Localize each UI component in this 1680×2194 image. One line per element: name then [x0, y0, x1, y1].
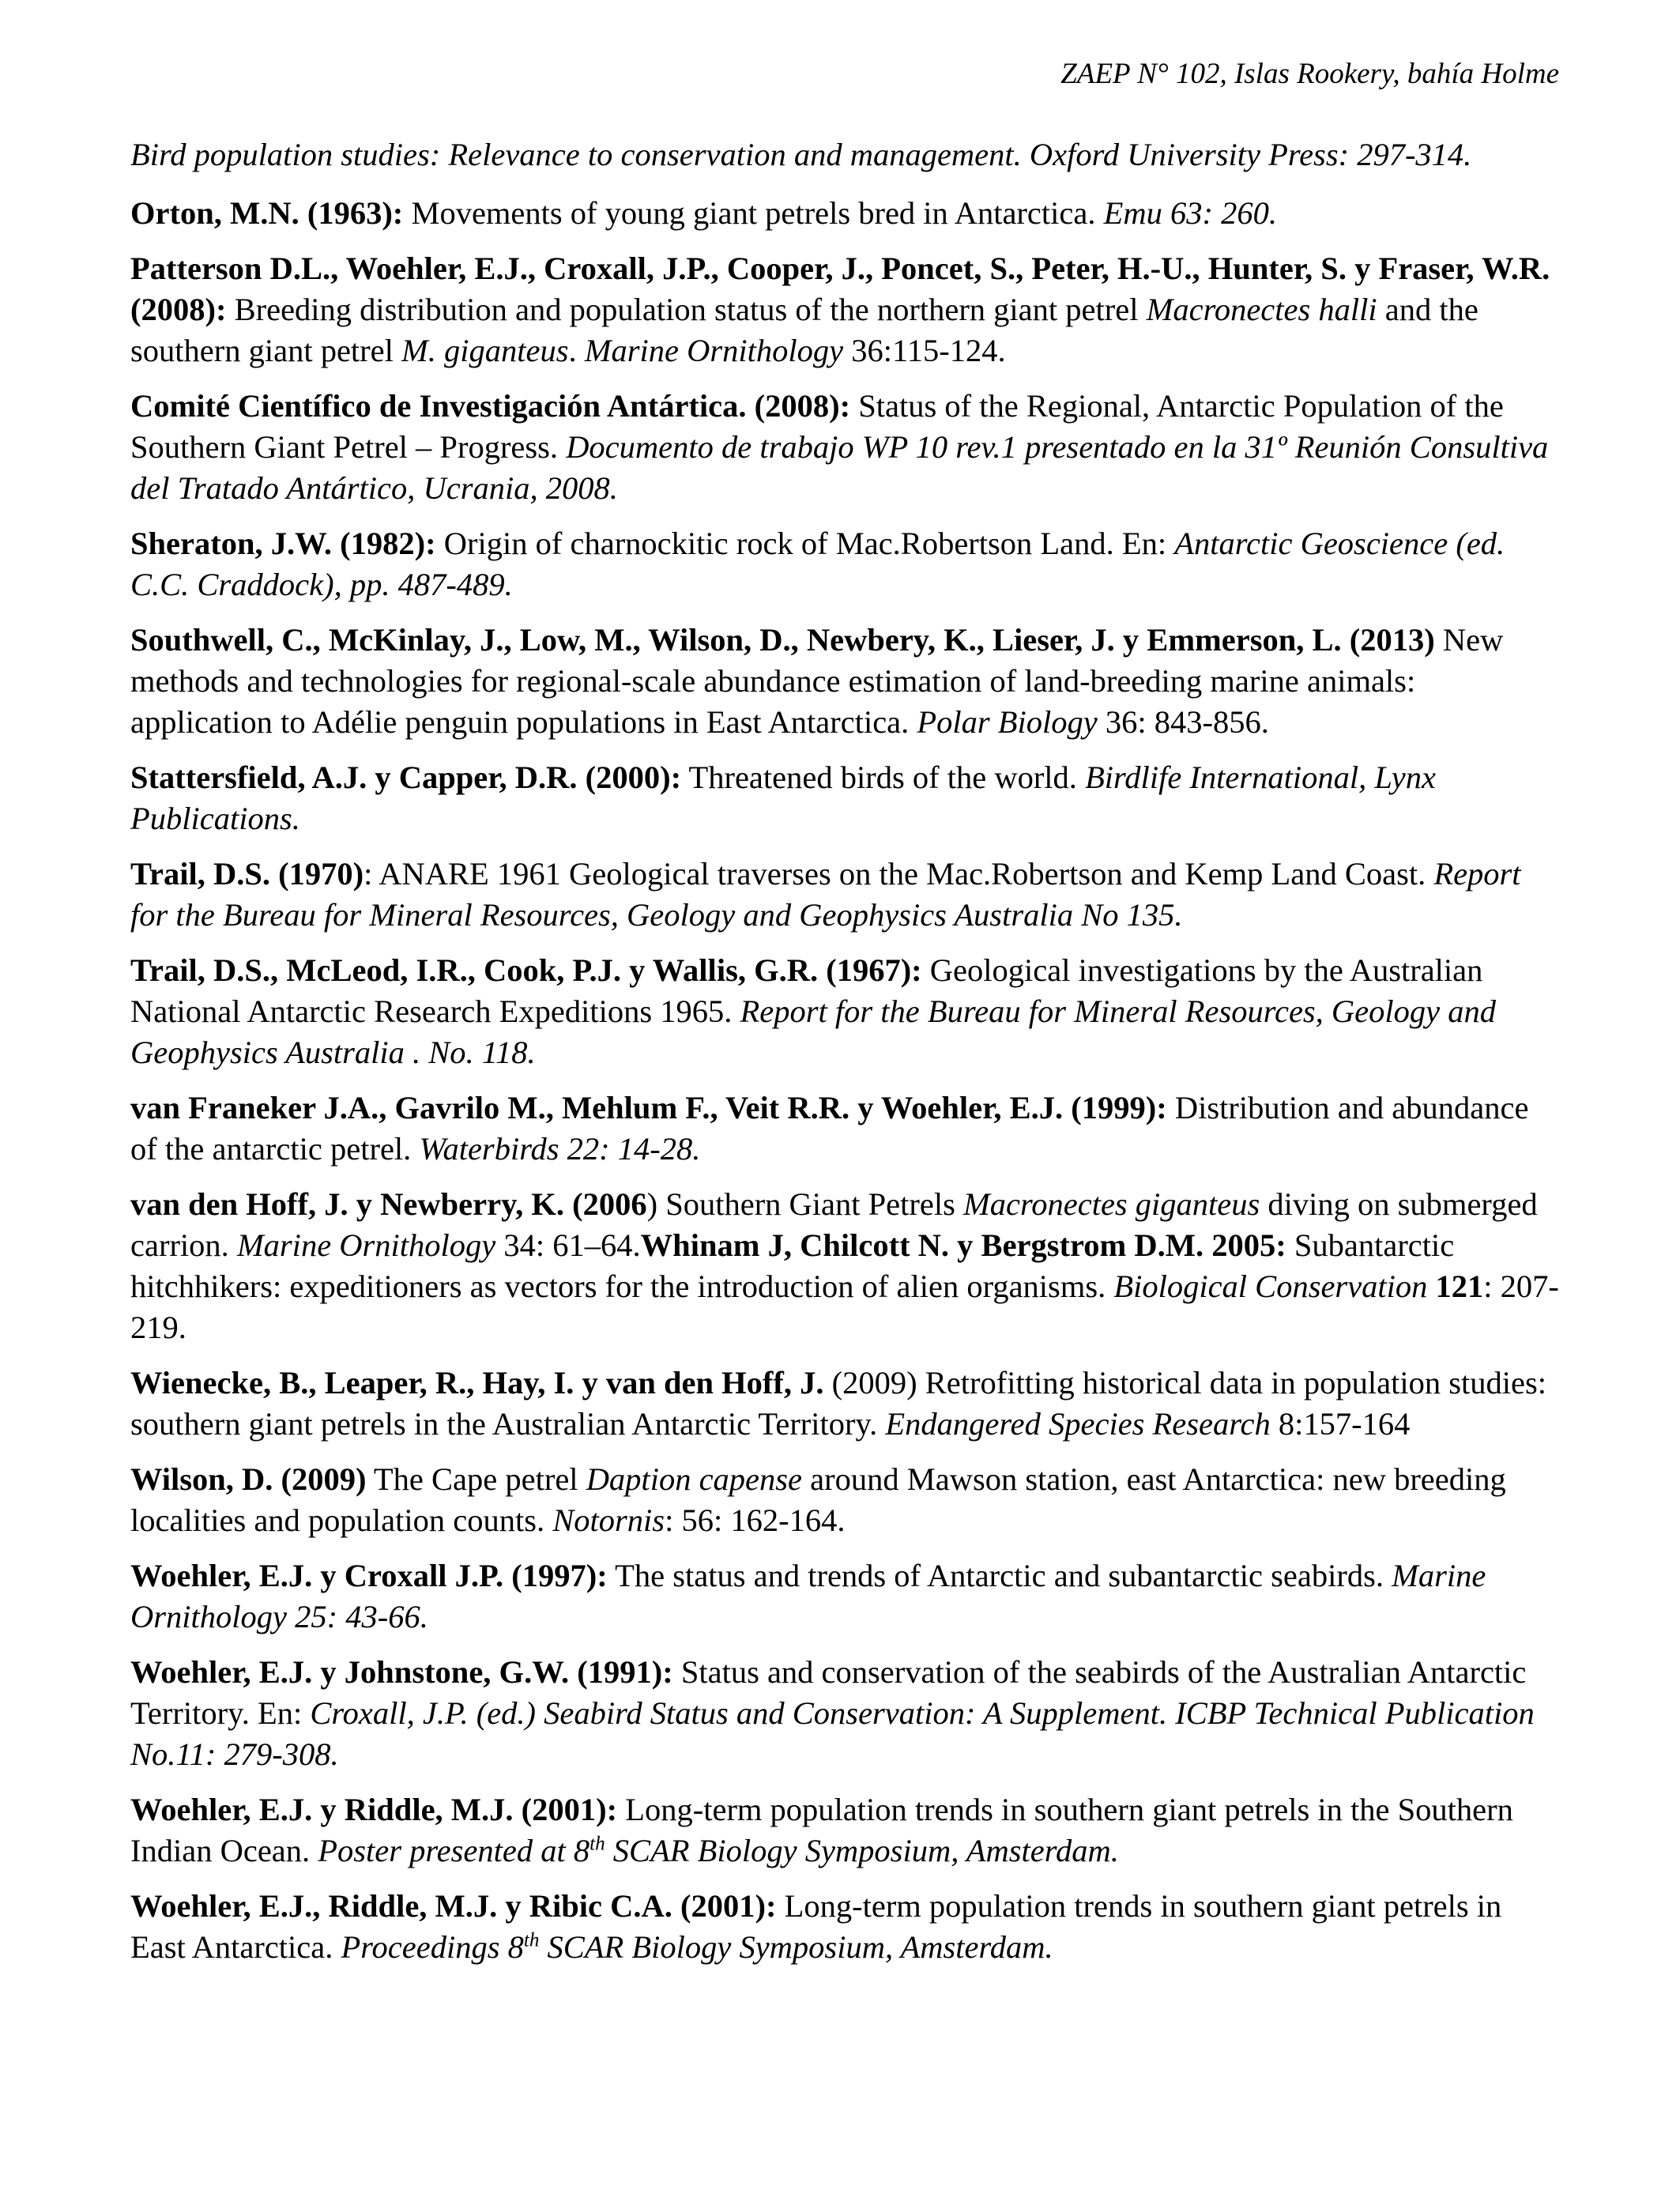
reference-text: Origin of charnockitic rock of Mac.Robertson Land. En:: [435, 526, 1175, 561]
reference-text: New methods and technologies for regional-scale abundance estimation of land-breeding marine animals: application to Adélie penguin populations in East Antarctica.: [130, 622, 1504, 740]
reference-authors: Sheraton, J.W. (1982):: [130, 526, 436, 561]
reference-authors: Woehler, E.J. y Riddle, M.J. (2001):: [130, 1792, 618, 1827]
reference-source: Birdlife International, Lynx Publications.: [130, 760, 1436, 836]
reference-authors: van den Hoff, J. y Newberry, K. (2006: [130, 1186, 647, 1222]
reference-source: SCAR Biology Symposium, Amsterdam.: [539, 1929, 1053, 1965]
reference-text: .: [568, 333, 585, 368]
reference-text: Geological investigations by the Australian National Antarctic Research Expeditions 1965.: [130, 952, 1483, 1029]
reference-text: [1427, 1269, 1435, 1304]
reference-authors: Wienecke, B., Leaper, R., Hay, I. y van den Hoff, J.: [130, 1365, 824, 1400]
reference-authors: Trail, D.S., McLeod, I.R., Cook, P.J. y Wallis, G.R. (1967):: [130, 952, 922, 988]
reference-source: Marine Ornithology: [584, 333, 844, 368]
reference-source: Biological Conservation: [1113, 1269, 1428, 1304]
reference-authors: Comité Científico de Investigación Antártica. (2008):: [130, 388, 851, 424]
reference-entry: [130, 1789, 1561, 1872]
reference-authors: Trail, D.S. (1970): [130, 856, 364, 892]
reference-text: Subantarctic hitchhikers: expeditioners as vectors for the introduction of alien organisms.: [130, 1227, 1455, 1304]
reference-text: and the southern giant petrel: [130, 292, 1478, 368]
reference-authors: Woehler, E.J. y Johnstone, G.W. (1991):: [130, 1654, 673, 1690]
reference-text: 34: 61–64.: [495, 1227, 641, 1263]
reference-text: Movements of young giant petrels bred in Antarctica.: [403, 195, 1104, 231]
reference-entry: [130, 1363, 1561, 1445]
reference-entry: [130, 1459, 1561, 1541]
reference-authors: Orton, M.N. (1963):: [130, 195, 404, 231]
reference-source: Marine Ornithology 25: 43-66.: [130, 1558, 1486, 1634]
reference-text: 8:157-164: [1270, 1406, 1411, 1442]
reference-list: [130, 134, 1561, 1982]
reference-source: Waterbirds 22: 14-28.: [419, 1131, 701, 1167]
reference-authors: Wilson, D. (2009): [130, 1461, 367, 1497]
reference-entry: [130, 523, 1561, 605]
reference-text: ) Southern Giant Petrels: [646, 1186, 964, 1222]
reference-entry: [130, 386, 1561, 509]
reference-source: Macronectes giganteus: [963, 1186, 1260, 1222]
reference-authors: Southwell, C., McKinlay, J., Low, M., Wilson, D., Newbery, K., Lieser, J. y Emmerson, L. (2013): [130, 622, 1435, 658]
reference-authors: 121: [1435, 1269, 1484, 1304]
reference-entry: [130, 620, 1561, 743]
reference-entry: [130, 950, 1561, 1073]
reference-text: The Cape petrel: [366, 1461, 586, 1497]
reference-text: 36:115-124.: [843, 333, 1006, 368]
reference-entry: [130, 248, 1561, 371]
reference-text: Long-term population trends in southern giant petrels in the Southern Indian Ocean.: [130, 1792, 1513, 1868]
reference-text: diving on submerged carrion.: [130, 1186, 1538, 1263]
reference-superscript: th: [523, 1929, 540, 1951]
reference-source: Macronectes halli: [1146, 292, 1377, 327]
reference-text: Distribution and abundance of the antarctic petrel.: [130, 1090, 1529, 1167]
reference-authors: Woehler, E.J., Riddle, M.J. y Ribic C.A. (2001):: [130, 1888, 777, 1924]
reference-source: SCAR Biology Symposium, Amsterdam.: [605, 1833, 1119, 1868]
reference-source: Polar Biology: [917, 704, 1098, 740]
reference-text: Long-term population trends in southern giant petrels in East Antarctica.: [130, 1888, 1502, 1965]
reference-source: Daption capense: [586, 1461, 803, 1497]
reference-entry: [130, 193, 1561, 234]
reference-source: M. giganteus: [401, 333, 569, 368]
reference-entry: [130, 1652, 1561, 1775]
reference-text: (2009) Retrofitting historical data in population studies: southern giant petrels in the Australian Antarctic Territory.: [130, 1365, 1547, 1442]
reference-text: : 56: 162-164.: [665, 1502, 846, 1538]
reference-superscript: th: [590, 1833, 605, 1855]
reference-entry: [130, 854, 1561, 936]
reference-authors: Stattersfield, A.J. y Capper, D.R. (2000):: [130, 760, 682, 795]
reference-entry: [130, 1886, 1561, 1968]
reference-entry: [130, 1555, 1561, 1638]
reference-source: Notornis: [552, 1502, 665, 1538]
reference-text: : 207-219.: [130, 1269, 1559, 1345]
reference-entry: [130, 1184, 1561, 1348]
reference-text: 36: 843-856.: [1097, 704, 1269, 740]
reference-authors: Patterson D.L., Woehler, E.J., Croxall, J.P., Cooper, J., Poncet, S., Peter, H.-U., Hunter, S. y Fraser, W.R. (2008):: [130, 251, 1550, 327]
reference-text: Status and conservation of the seabirds of the Australian Antarctic Territory. En:: [130, 1654, 1527, 1731]
reference-authors: Woehler, E.J. y Croxall J.P. (1997):: [130, 1558, 608, 1593]
running-header: ZAEP N° 102, Islas Rookery, bahía Holme: [1060, 58, 1559, 90]
reference-entry: [130, 757, 1561, 839]
reference-source: Report for the Bureau for Mineral Resources, Geology and Geophysics Australia . No. 118.: [130, 993, 1497, 1070]
reference-source: Poster presented at 8: [318, 1833, 590, 1868]
reference-source: Proceedings 8: [341, 1929, 524, 1965]
reference-entry: [130, 1088, 1561, 1170]
reference-source: Endangered Species Research: [885, 1406, 1271, 1442]
reference-source: Croxall, J.P. (ed.) Seabird Status and Conservation: A Supplement. ICBP Technical Publication No.11: 279-308.: [130, 1695, 1535, 1772]
reference-text: Threatened birds of the world.: [681, 760, 1086, 795]
reference-authors: van Franeker J.A., Gavrilo M., Mehlum F., Veit R.R. y Woehler, E.J. (1999):: [130, 1090, 1167, 1125]
reference-authors: Whinam J, Chilcott N. y Bergstrom D.M. 2005:: [640, 1227, 1286, 1263]
reference-source: Documento de trabajo WP 10 rev.1 presentado en la 31º Reunión Consultiva del Tratado Antártico, Ucrania, 2008.: [130, 429, 1549, 506]
reference-text: Breeding distribution and population status of the northern giant petrel: [226, 292, 1147, 327]
reference-source: Antarctic Geoscience (ed. C.C. Craddock), pp. 487-489.: [130, 526, 1505, 602]
reference-source: Marine Ornithology: [236, 1227, 496, 1263]
reference-text: The status and trends of Antarctic and subantarctic seabirds.: [607, 1558, 1392, 1593]
reference-text: : ANARE 1961 Geological traverses on the Mac.Robertson and Kemp Land Coast.: [363, 856, 1434, 892]
reference-source: Emu 63: 260.: [1103, 195, 1277, 231]
reference-source: Bird population studies: Relevance to conservation and management. Oxford University Press: 297-314.: [130, 137, 1472, 172]
reference-entry: [130, 134, 1561, 175]
reference-source: Report for the Bureau for Mineral Resources, Geology and Geophysics Australia No 135.: [130, 856, 1521, 933]
reference-text: Status of the Regional, Antarctic Population of the Southern Giant Petrel – Progress.: [130, 388, 1504, 465]
reference-text: around Mawson station, east Antarctica: new breeding localities and population counts.: [130, 1461, 1506, 1538]
